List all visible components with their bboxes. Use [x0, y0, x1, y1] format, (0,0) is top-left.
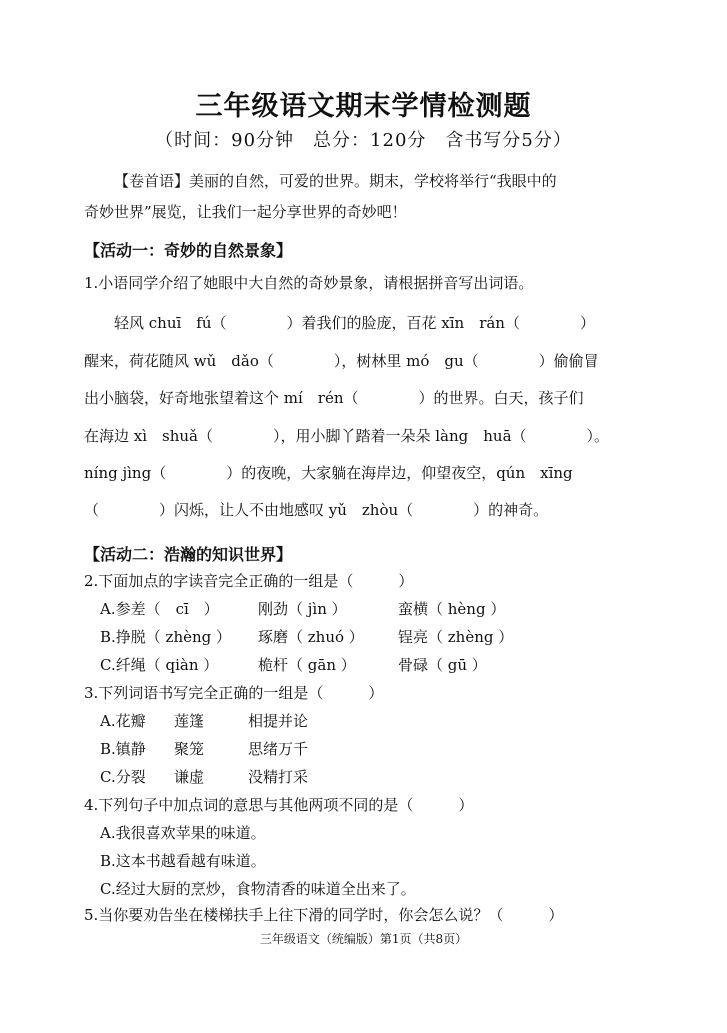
intro-line-2: 奇妙世界”展览，让我们一起分享世界的奇妙吧！ [84, 203, 407, 221]
option-cell: A.参差（ cī ） [100, 600, 219, 618]
question-1-stem: 1.小语同学介绍了她眼中大自然的奇妙景象，请根据拼音写出词语。 [84, 274, 534, 292]
question-2-option-c [100, 654, 558, 675]
exam-info: （时间：90分钟 总分：120分 含书写分5分） [155, 130, 572, 151]
option-cell: 谦虚 [174, 768, 205, 786]
intro-line-1: 【卷首语】美丽的自然，可爱的世界。期末，学校将举行“我眼中的 [114, 172, 557, 190]
section-2-heading: 【活动二：浩瀚的知识世界】 [84, 545, 293, 564]
option-cell: 莲篷 [174, 712, 205, 730]
pinyin-line-3: 出小脑袋，好奇地张望着这个 mí rén（ ）的世界。白天，孩子们 [84, 389, 584, 407]
question-4-option-b: B.这本书越看越有味道。 [100, 852, 266, 870]
option-cell: A.花瓣 [100, 712, 146, 730]
question-3-option-a [100, 710, 308, 731]
question-4-stem: 4.下列句子中加点词的意思与其他两项不同的是（ ） [84, 796, 474, 814]
option-cell: 琢磨（ zhuó ） [258, 628, 364, 646]
question-5-stem: 5.当你要劝告坐在楼梯扶手上往下滑的同学时，你会怎么说？（ ） [84, 906, 564, 924]
option-cell: 锃亮（ zhèng ） [398, 628, 514, 646]
option-cell: 刚劲（ jìn ） [258, 600, 347, 618]
question-2-option-b [100, 626, 558, 647]
question-3-option-c [100, 766, 308, 787]
page-title: 三年级语文期末学情检测题 [195, 91, 532, 122]
question-2-stem: 2.下面加点的字读音完全正确的一组是（ ） [84, 572, 414, 590]
option-cell: B.挣脱（ zhèng ） [100, 628, 232, 646]
pinyin-line-2: 醒来，荷花随风 wǔ dǎo（ ），树林里 mó gu（ ）偷偷冒 [84, 352, 599, 370]
section-1-heading: 【活动一：奇妙的自然景象】 [84, 241, 293, 260]
page-footer: 三年级语文（统编版）第1页（共8页） [259, 932, 468, 946]
option-cell: 蛮横（ hèng ） [398, 600, 506, 618]
pinyin-line-5: níng jìng（ ）的夜晚，大家躺在海岸边，仰望夜空，qún xīng [84, 464, 573, 482]
question-4-option-a: A.我很喜欢苹果的味道。 [100, 824, 266, 842]
option-cell: 没精打采 [248, 768, 309, 786]
option-cell: C.分裂 [100, 768, 146, 786]
option-cell: C.纤绳（ qiàn ） [100, 656, 219, 674]
option-cell: 思绪万千 [248, 740, 309, 758]
option-cell: 骨碌（ gū ） [398, 656, 487, 674]
pinyin-line-6: （ ）闪烁，让人不由地感叹 yǔ zhòu（ ）的神奇。 [84, 501, 549, 519]
option-cell: B.镇静 [100, 740, 146, 758]
option-cell: 相提并论 [248, 712, 309, 730]
option-cell: 桅杆（ gān ） [258, 656, 356, 674]
question-4-option-c: C.经过大厨的烹炒，食物清香的味道全出来了。 [100, 880, 416, 898]
question-3-option-b [100, 738, 308, 759]
pinyin-line-1: 轻风 chuī fú（ ）着我们的脸庞，百花 xīn rán（ ） [84, 314, 595, 332]
question-3-stem: 3.下列词语书写完全正确的一组是（ ） [84, 684, 384, 702]
pinyin-line-4: 在海边 xì shuǎ（ ），用小脚丫踏着一朵朵 làng huā（ ）。 [84, 427, 610, 445]
question-2-option-a [100, 598, 558, 619]
option-cell: 聚笼 [174, 740, 205, 758]
